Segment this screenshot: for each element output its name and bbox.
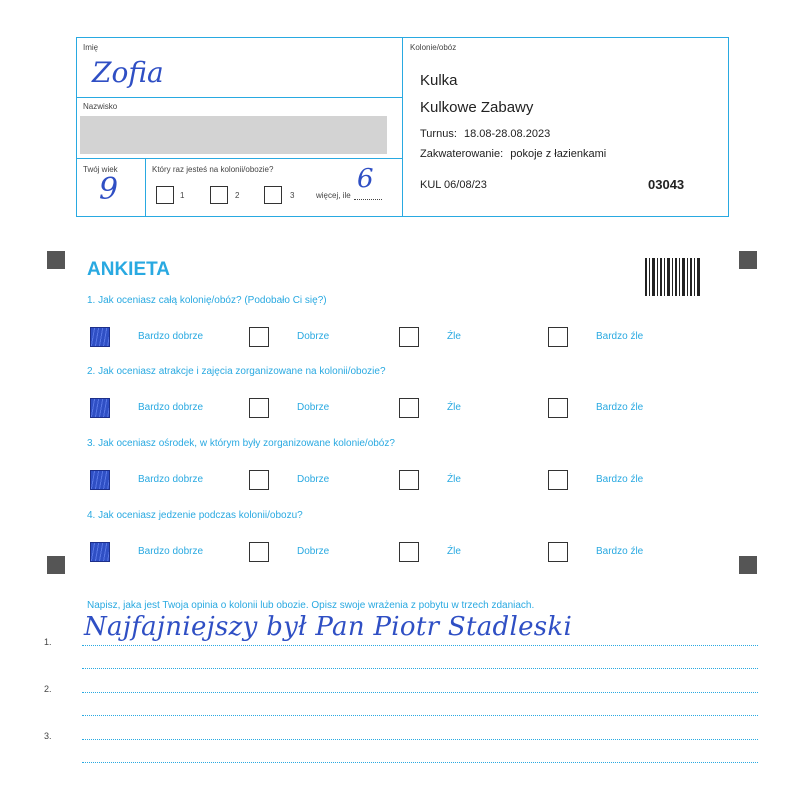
visit-2-checkbox[interactable] (210, 186, 228, 204)
question-4-option-3-label: Źle (447, 546, 461, 557)
barcode-icon (645, 258, 701, 296)
question-2-option-1-checkbox[interactable] (90, 398, 110, 418)
kolonie-label: Kolonie/obóz (410, 43, 457, 52)
survey-title: ANKIETA (87, 259, 171, 280)
question-1-option-3-checkbox[interactable] (399, 327, 419, 347)
question-3-option-3-label: Źle (447, 474, 461, 485)
question-2-option-3-label: Źle (447, 402, 461, 413)
question-3-option-1-label: Bardzo dobrze (138, 474, 204, 485)
turnus-row (420, 128, 550, 140)
nazwisko-redaction (80, 116, 387, 154)
zakwaterowanie-label: Zakwaterowanie: (420, 148, 504, 160)
camp-subname: Kulkowe Zabawy (420, 99, 534, 116)
question-4-text: 4. Jak oceniasz jedzenie podczas kolonii/obozu? (87, 510, 303, 521)
question-1-option-1-label: Bardzo dobrze (138, 331, 204, 342)
opinion-prompt: Napisz, jaka jest Twoja opinia o kolonii lub obozie. Opisz swoje wrażenia z pobytu w trzech zdaniach. (87, 600, 535, 611)
imie-label: Imię (83, 43, 99, 52)
wiecej-value: 6 (357, 164, 374, 194)
question-1-text: 1. Jak oceniasz całą kolonię/obóz? (Podobało Ci się?) (87, 295, 327, 306)
question-1-option-3-label: Źle (447, 331, 461, 342)
registration-marker-top-left (47, 251, 65, 269)
question-2-option-4-label: Bardzo źle (596, 402, 644, 413)
zakwaterowanie-row (420, 148, 606, 160)
question-4-option-4-checkbox[interactable] (548, 542, 568, 562)
wiek-label: Twój wiek (83, 165, 118, 174)
imie-value: Zofia (92, 56, 164, 89)
question-3-option-1-checkbox[interactable] (90, 470, 110, 490)
question-3-option-4-label: Bardzo źle (596, 474, 644, 485)
question-1-option-4-label: Bardzo źle (596, 331, 644, 342)
registration-marker-bottom-left (47, 556, 65, 574)
registration-marker-top-right (739, 251, 757, 269)
camp-code: KUL 06/08/23 (420, 179, 487, 191)
question-3-option-2-checkbox[interactable] (249, 470, 269, 490)
turnus-label: Turnus: (420, 128, 457, 140)
opinion-line-3a[interactable] (82, 739, 758, 740)
visit-3-label: 3 (290, 191, 295, 200)
registration-marker-bottom-right (739, 556, 757, 574)
question-4-option-2-checkbox[interactable] (249, 542, 269, 562)
question-4-option-4-label: Bardzo źle (596, 546, 644, 557)
opinion-line-1b[interactable] (82, 668, 758, 669)
visit-2-label: 2 (235, 191, 240, 200)
question-3-text: 3. Jak oceniasz ośrodek, w którym były zorganizowane kolonie/obóz? (87, 438, 395, 449)
visit-3-checkbox[interactable] (264, 186, 282, 204)
nazwisko-label: Nazwisko (83, 102, 118, 111)
camp-name: Kulka (420, 72, 458, 89)
question-1-option-1-checkbox[interactable] (90, 327, 110, 347)
question-2-option-3-checkbox[interactable] (399, 398, 419, 418)
visit-1-checkbox[interactable] (156, 186, 174, 204)
question-3-option-4-checkbox[interactable] (548, 470, 568, 490)
wiek-divider (145, 158, 146, 216)
opinion-line-1a[interactable] (82, 645, 758, 646)
question-1-option-2-label: Dobrze (297, 331, 330, 342)
wiecej-label: więcej, ile (316, 191, 351, 200)
question-2-option-2-checkbox[interactable] (249, 398, 269, 418)
imie-divider (76, 97, 403, 98)
turnus-value: 18.08-28.08.2023 (463, 128, 551, 140)
line-number-2: 2. (44, 684, 52, 694)
question-1-option-2-checkbox[interactable] (249, 327, 269, 347)
question-2-option-4-checkbox[interactable] (548, 398, 568, 418)
question-2-option-2-label: Dobrze (297, 402, 330, 413)
line-number-3: 3. (44, 731, 52, 741)
nazwisko-divider (76, 158, 403, 159)
opinion-line-2b[interactable] (82, 715, 758, 716)
question-3-option-2-label: Dobrze (297, 474, 330, 485)
question-4-option-1-label: Bardzo dobrze (138, 546, 204, 557)
line-number-1: 1. (44, 637, 52, 647)
zakwaterowanie-value: pokoje z łazienkami (510, 148, 607, 160)
opinion-line-3b[interactable] (82, 762, 758, 763)
wiecej-line (354, 199, 382, 200)
visit-1-label: 1 (180, 191, 185, 200)
question-2-option-1-label: Bardzo dobrze (138, 402, 204, 413)
question-3-option-3-checkbox[interactable] (399, 470, 419, 490)
question-4-option-3-checkbox[interactable] (399, 542, 419, 562)
opinion-line-2a[interactable] (82, 692, 758, 693)
header-divider (402, 37, 403, 216)
form-number: 03043 (648, 177, 685, 192)
ktory-raz-label: Który raz jesteś na kolonii/obozie? (152, 165, 274, 174)
question-4-option-2-label: Dobrze (297, 546, 330, 557)
question-1-option-4-checkbox[interactable] (548, 327, 568, 347)
wiek-value: 9 (99, 172, 119, 207)
question-2-text: 2. Jak oceniasz atrakcje i zajęcia zorganizowane na kolonii/obozie? (87, 366, 386, 377)
question-4-option-1-checkbox[interactable] (90, 542, 110, 562)
opinion-answer-1: Najfajniejszy był Pan Piotr Stadleski (84, 612, 573, 642)
